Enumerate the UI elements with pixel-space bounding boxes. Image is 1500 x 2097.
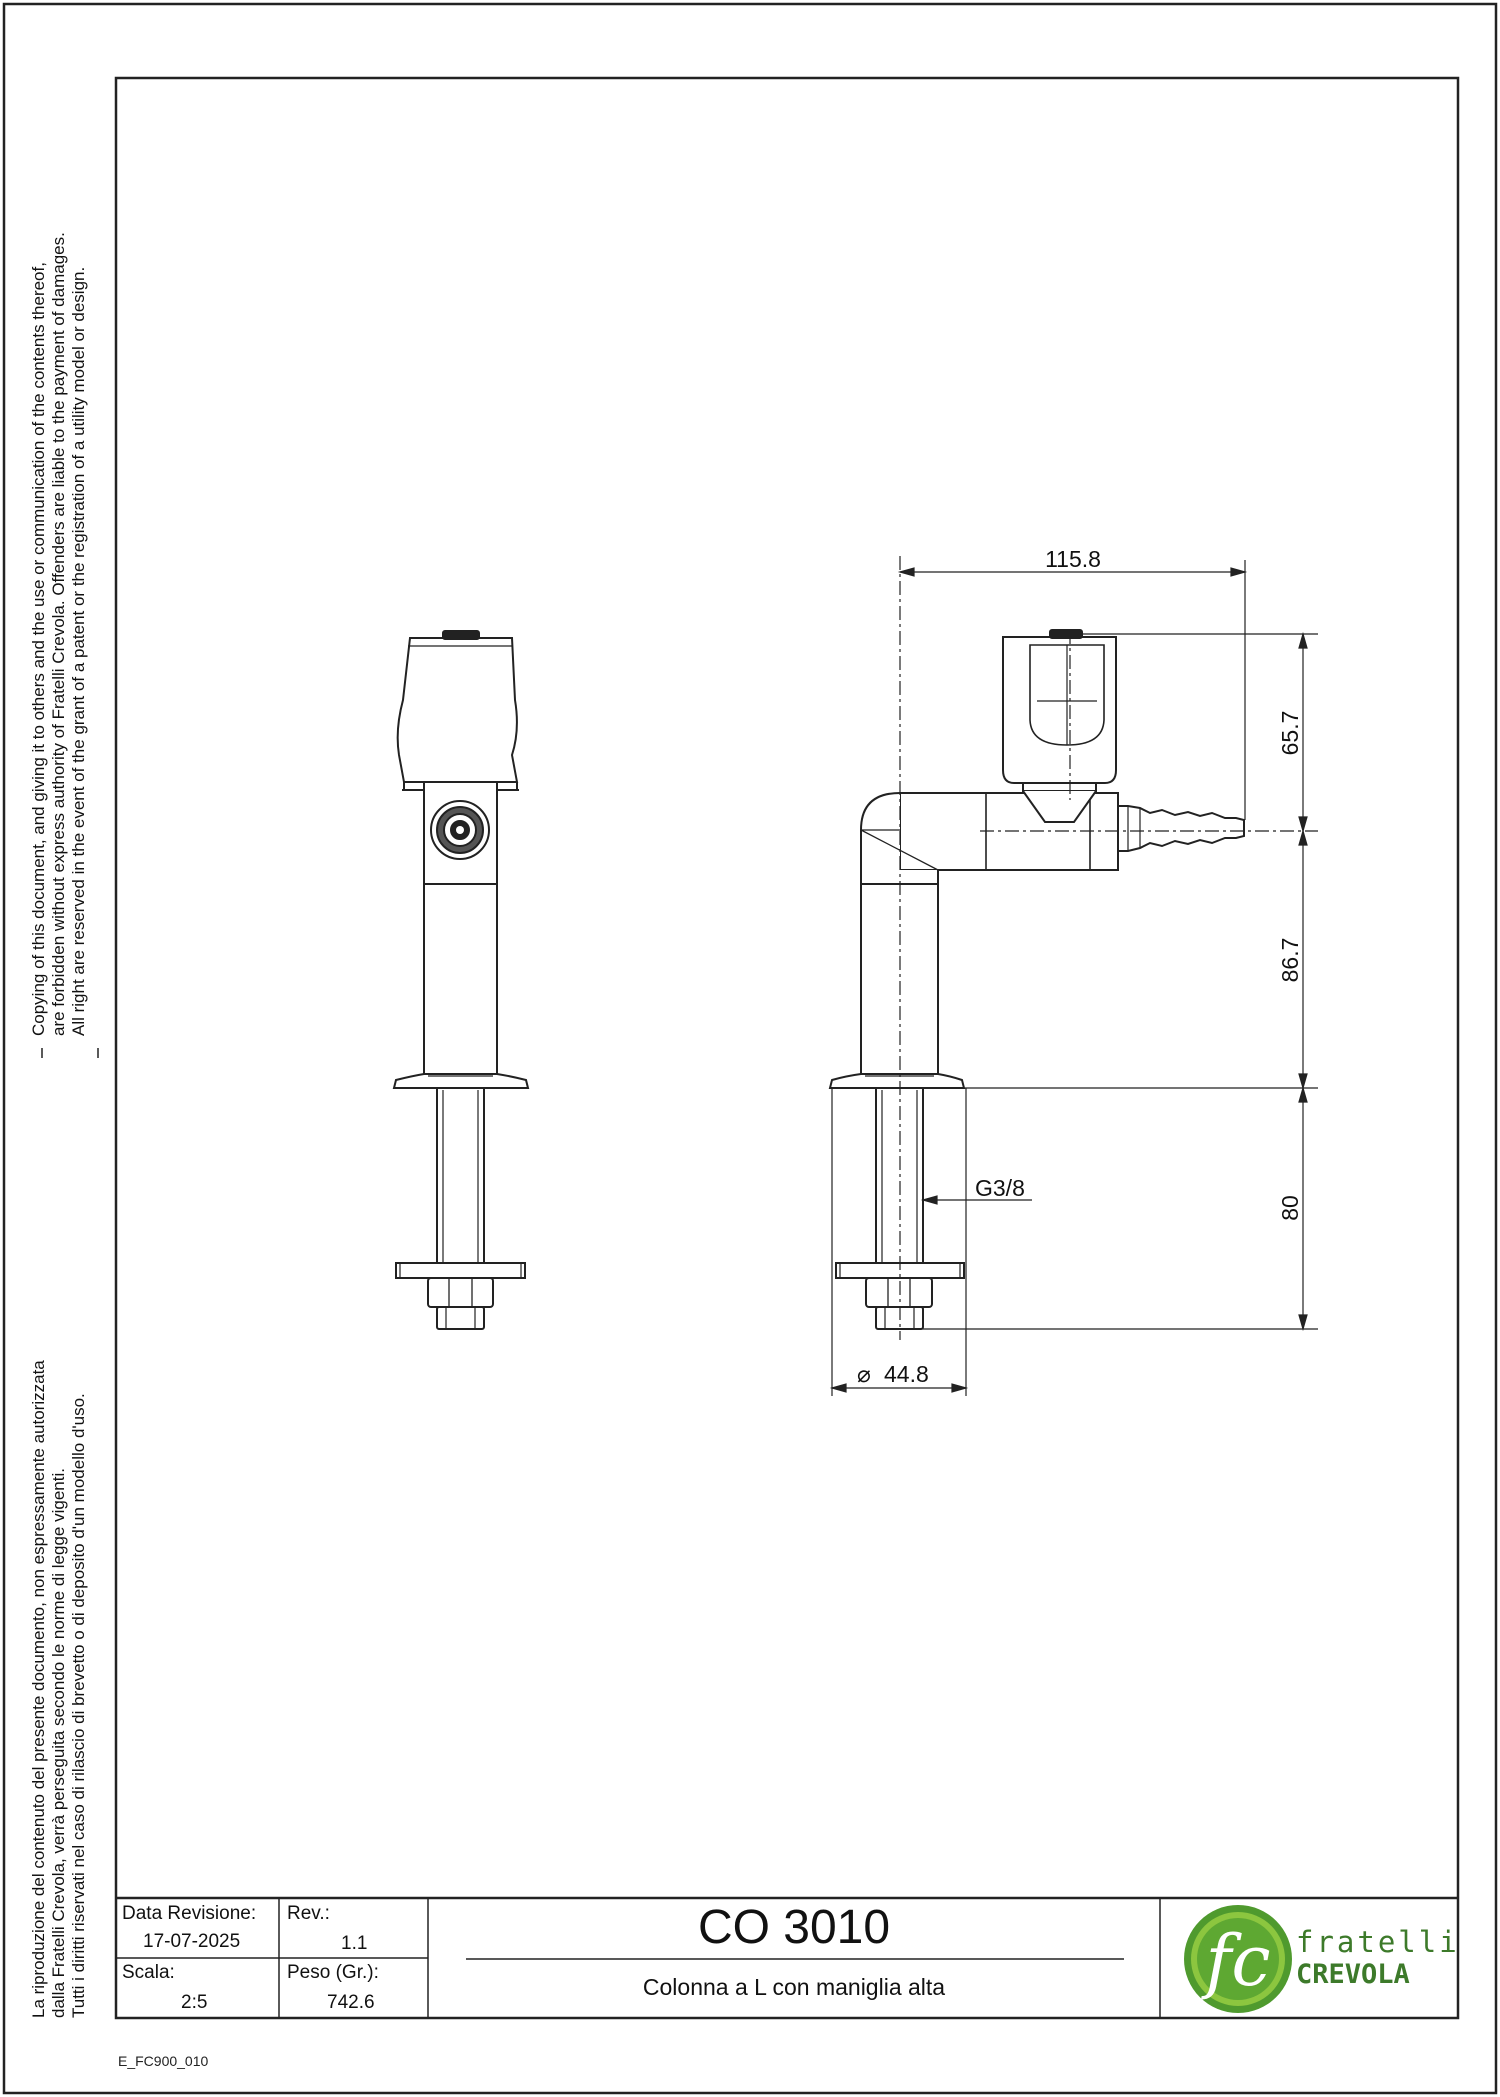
side-view <box>830 630 1244 1329</box>
rev-value: 1.1 <box>341 1933 368 1954</box>
front-shank <box>437 1088 484 1263</box>
notice-english <box>29 232 89 1036</box>
front-nut <box>428 1278 493 1307</box>
dim-thread: G3/8 <box>975 1175 1025 1201</box>
dim-height-column: 86.7 <box>1277 937 1303 983</box>
notice-italian <box>29 1360 89 2018</box>
dim-diameter-symbol: ⌀ <box>857 1361 871 1387</box>
front-handle <box>398 638 517 782</box>
logo-line1: fratelli <box>1296 1925 1460 1959</box>
scale-value: 2:5 <box>181 1992 208 2013</box>
notice-it-line1: La riproduzione del contenuto del presente documento, non espressamente autorizzata <box>29 1360 48 2018</box>
dim-base-diameter: 44.8 <box>884 1361 929 1387</box>
revision-date-value: 17-07-2025 <box>143 1931 241 1952</box>
dim-height-handle: 65.7 <box>1277 710 1303 756</box>
rev-label: Rev.: <box>287 1903 330 1924</box>
company-logo <box>1184 1905 1460 2013</box>
notice-en-line1: Copying of this document, and giving it to others and the use or communication of the contents thereof, <box>29 262 48 1036</box>
front-view <box>394 631 528 1329</box>
logo-line2: CREVOLA <box>1296 1959 1410 1990</box>
logo-monogram: fc <box>1205 1920 1271 2002</box>
notice-en-line2: are forbidden without express authority of Fratelli Crevola. Offenders are liable to the payment of damages. <box>49 232 68 1036</box>
weight-label: Peso (Gr.): <box>287 1962 379 1983</box>
revision-date-label: Data Revisione: <box>122 1903 257 1924</box>
notice-it-line3: Tutti i diritti riservati nel caso di rilascio di brevetto o di deposito d'un modello d'uso. <box>69 1393 88 2018</box>
dim-width-total: 115.8 <box>1045 546 1101 572</box>
side-hose-nozzle <box>1118 806 1244 851</box>
inner-frame <box>116 78 1458 2018</box>
outer-frame <box>4 4 1496 2093</box>
notice-en-line3: All right are reserved in the event of the grant of a patent or the registration of a utility model or design. <box>69 266 88 1036</box>
notice-it-line2: dalla Fratelli Crevola, verrà perseguita secondo le norme di legge vigenti. <box>49 1468 68 2018</box>
scale-label: Scala: <box>122 1962 175 1983</box>
front-column <box>424 884 497 1074</box>
side-nut <box>866 1278 932 1307</box>
product-description: Colonna a L con maniglia alta <box>642 1974 946 2000</box>
weight-value: 742.6 <box>327 1992 375 2013</box>
dim-height-shank: 80 <box>1277 1195 1303 1221</box>
front-washer <box>396 1263 525 1278</box>
product-code: CO 3010 <box>697 1901 891 1954</box>
footer-code: E_FC900_010 <box>118 2053 209 2069</box>
